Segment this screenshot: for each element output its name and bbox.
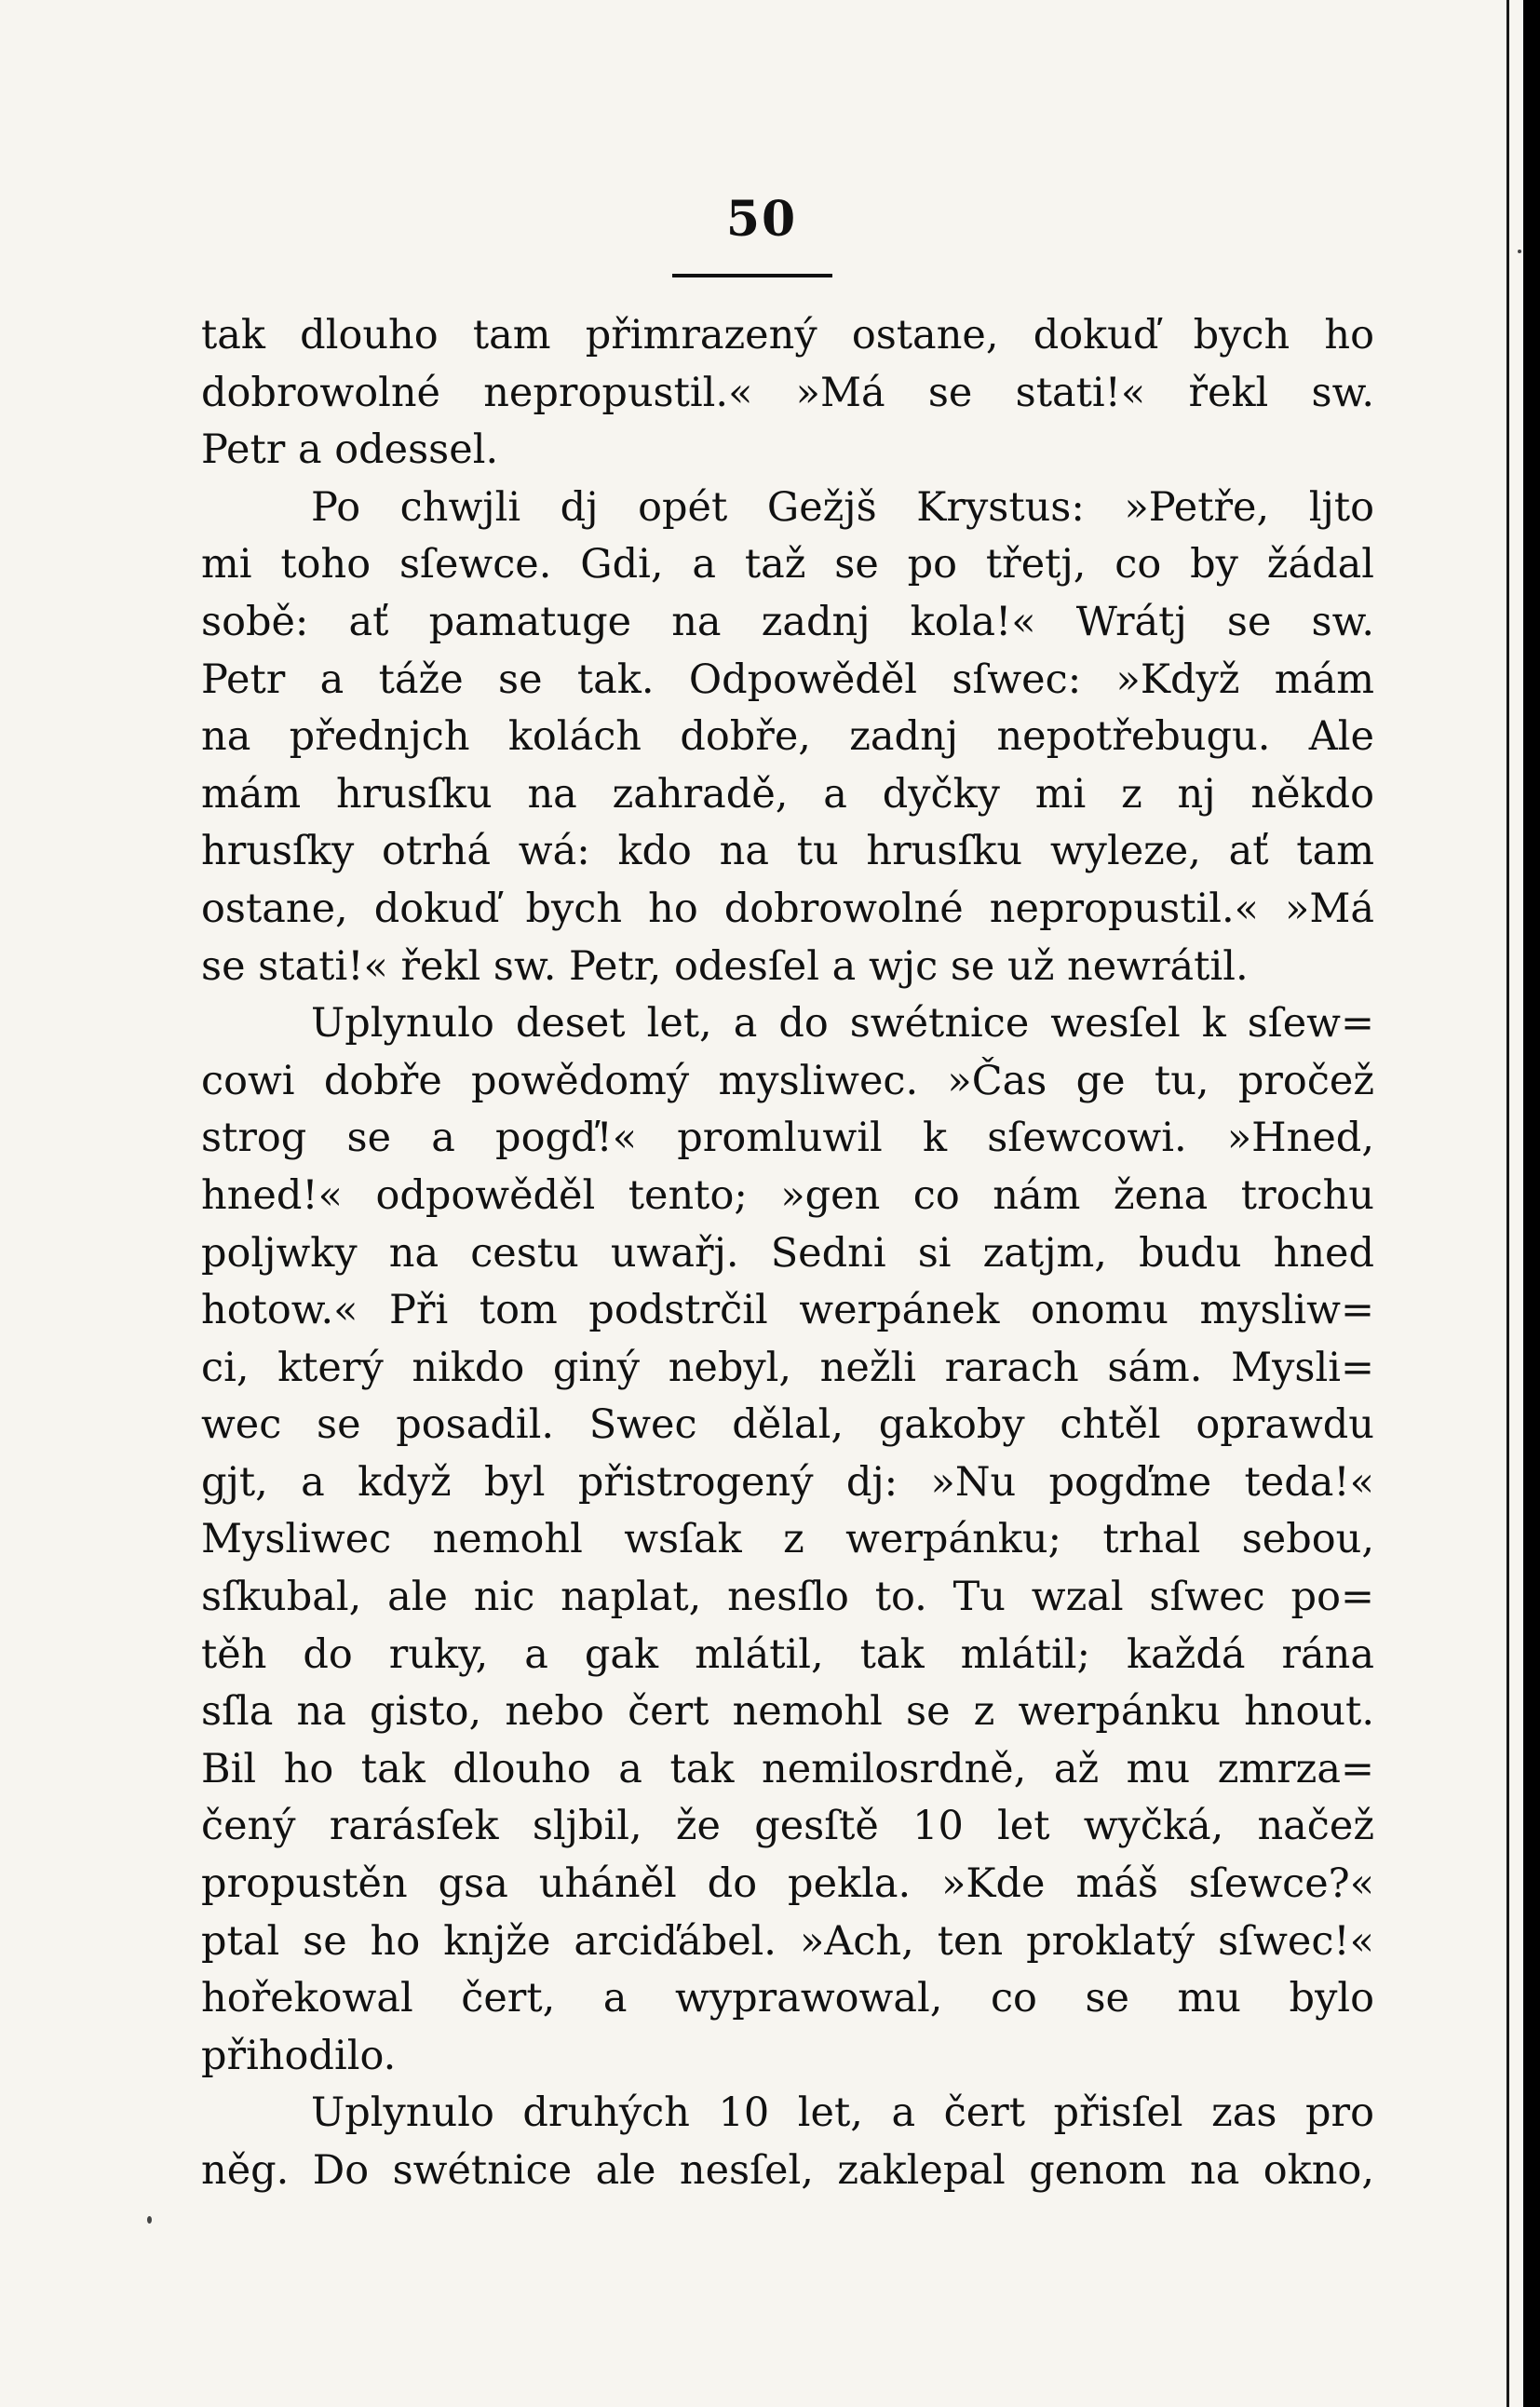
text-line: ci, který nikdo giný nebyl, nežli rarach sám. Mysli= — [201, 1344, 1374, 1391]
text-line: čený rarásſek sljbil, že gesſtě 10 let wyčká, načež — [201, 1803, 1374, 1850]
text-line: mám hrusſku na zahradě, a dyčky mi z nj někdo — [201, 770, 1374, 818]
text-line: se stati!« řekl sw. Petr, odesſel a wjc se už newrátil. — [201, 942, 1249, 990]
text-line: propustěn gsa uháněl do pekla. »Kde máš sſewce?« — [201, 1860, 1374, 1908]
page-number-rule — [672, 274, 832, 277]
text-line: strog se a pogď!« promluwil k sſewcowi. »Hned, — [201, 1115, 1374, 1162]
paragraph — [201, 307, 1374, 480]
paragraph — [201, 995, 1374, 2085]
body-text — [201, 307, 1374, 2200]
text-line: hned!« odpowěděl tento; »gen co nám žena trochu — [201, 1171, 1374, 1219]
text-line: wec se posadil. Swec dělal, gakoby chtěl oprawdu — [201, 1401, 1374, 1449]
text-line: něg. Do swétnice ale nesſel, zaklepal genom na okno, — [201, 2147, 1374, 2194]
text-line: gjt, a když byl přistrogený dj: »Nu pogďme teda!« — [201, 1458, 1374, 1506]
text-line: poljwky na cestu uwařj. Sedni si zatjm, budu hned — [201, 1229, 1374, 1277]
text-line: tak dlouho tam přimrazený ostane, dokuď bych ho — [201, 312, 1374, 358]
page-edge-shadow — [1523, 0, 1540, 2407]
text-line: přihodilo. — [201, 2032, 397, 2079]
text-line: ptal se ho knjže arciďábel. »Ach, ten proklatý sſwec!« — [201, 1917, 1374, 1965]
paragraph — [201, 480, 1374, 995]
text-line: Bil ho tak dlouho a tak nemilosrdně, až mu zmrza= — [201, 1745, 1374, 1792]
text-line: sobě: ať pamatuge na zadnj kola!« Wrátj se sw. — [201, 598, 1374, 645]
paper-speck — [1518, 250, 1521, 253]
page-number: 50 — [725, 191, 798, 248]
paper-speck — [147, 2216, 152, 2224]
text-line: Uplynulo deset let, a do swétnice wesſel k sſew= — [311, 1000, 1374, 1048]
text-line: mi toho sſewce. Gdi, a taž se po třetj, co by žádal — [201, 541, 1374, 588]
page-edge-line — [1506, 0, 1509, 2407]
text-line: na přednjch kolách dobře, zadnj nepotřebugu. Ale — [201, 713, 1374, 761]
text-line: Petr a táže se tak. Odpowěděl sſwec: »Když mám — [201, 656, 1374, 703]
text-line: cowi dobře powědomý mysliwec. »Čas ge tu, pročež — [201, 1057, 1374, 1104]
text-line: dobrowolné nepropustil.« »Má se stati!« řekl sw. — [201, 369, 1374, 416]
text-line: Petr a odessel. — [201, 426, 499, 474]
text-line: hotow.« Při tom podstrčil werpánek onomu mysliw= — [201, 1287, 1374, 1334]
text-line: sſkubal, ale nic naplat, nesſlo to. Tu wzal sſwec po= — [201, 1574, 1374, 1621]
text-line: ostane, dokuď bych ho dobrowolné nepropustil.« »Má — [201, 885, 1374, 932]
text-line: Mysliwec nemohl wsſak z werpánku; trhal sebou, — [201, 1516, 1374, 1563]
text-line: těh do ruky, a gak mlátil, tak mlátil; každá rána — [201, 1630, 1374, 1678]
text-line: hrusſky otrhá wá: kdo na tu hrusſku wyleze, ať tam — [201, 828, 1374, 875]
text-line: Uplynulo druhých 10 let, a čert přisſel zas pro — [311, 2089, 1374, 2137]
text-line: sſla na gisto, nebo čert nemohl se z werpánku hnout. — [201, 1688, 1374, 1736]
paragraph — [201, 2085, 1374, 2199]
text-line: Po chwjli dj opét Gežjš Krystus: »Petře, ljto — [311, 483, 1374, 531]
text-line: hořekowal čert, a wyprawowal, co se mu bylo — [201, 1975, 1374, 2022]
